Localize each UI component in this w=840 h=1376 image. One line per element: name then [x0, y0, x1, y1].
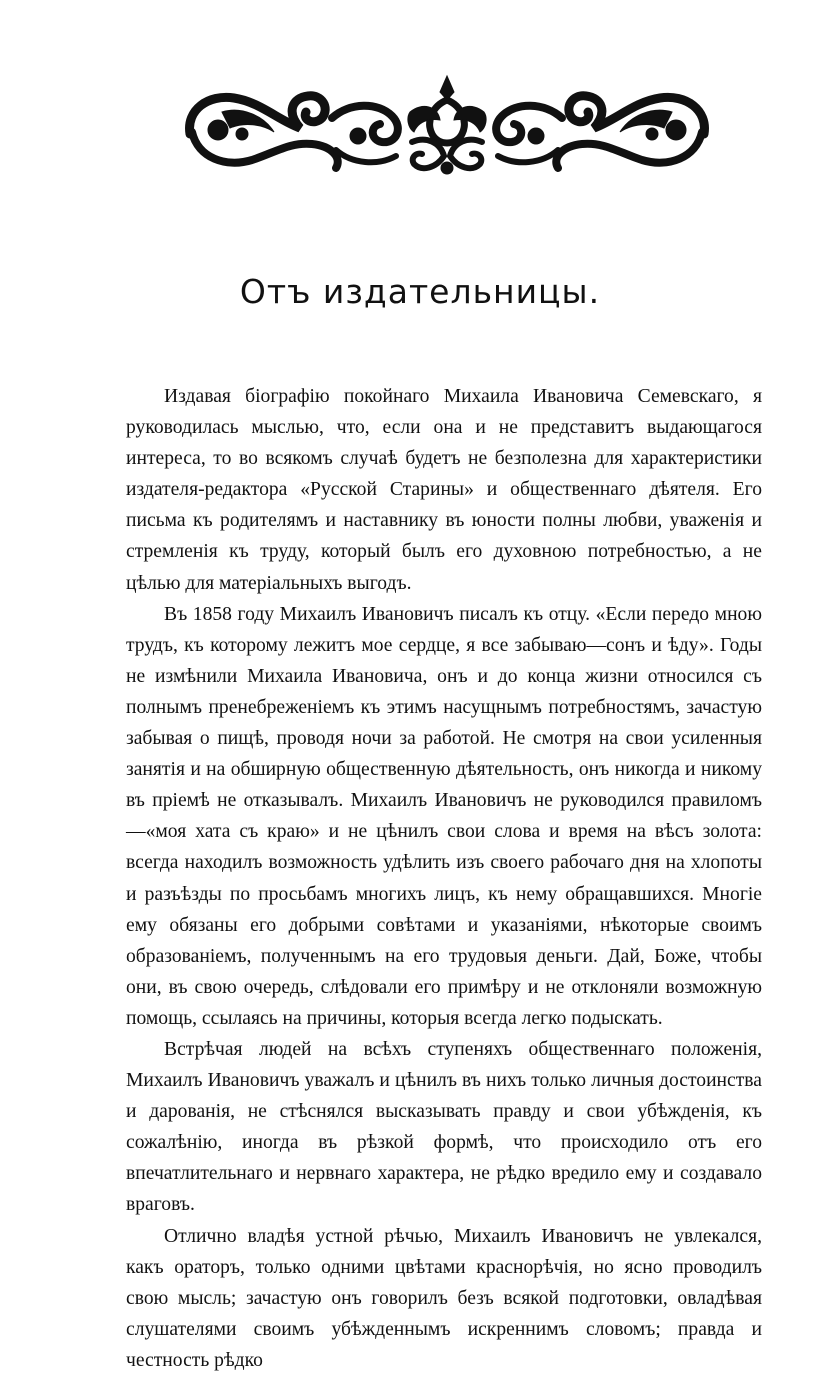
page-title: Отъ издательницы.: [239, 272, 601, 311]
paragraph: Издавая біографію покойнаго Михаила Ивановича Семевскаго, я руководилась мыслью, что, если она и не представитъ выдающагося интереса, то во всякомъ случаѣ будетъ не безполезна для характеристики издателя-редактора «Русской Старины» и общественнаго дѣятеля. Его письма къ родителямъ и наставнику въ юности полны любви, уваженія и стремленія къ труду, который былъ его духовною потребностью, а не цѣлью для матеріальныхъ выгодъ.: [126, 386, 762, 594]
body-text: [126, 381, 762, 1376]
paragraph: Отлично владѣя устной рѣчью, Михаилъ Ивановичъ не увлекался, какъ ораторъ, только одними цвѣтами краснорѣчія, но ясно проводилъ свою мысль; зачастую онъ говорилъ безъ всякой подготовки, овладѣвая слушателями своимъ убѣжденнымъ искреннимъ словомъ; правда и честность рѣдко: [126, 1225, 762, 1371]
paragraph: Въ 1858 году Михаилъ Ивановичъ писалъ къ отцу. «Если передо мною трудъ, къ которому лежитъ мое сердце, я все забываю—сонъ и ѣду». Годы не измѣнили Михаила Ивановича, онъ и до конца жизни относился съ полнымъ пренебреженіемъ къ этимъ насущнымъ потребностямъ, зачастую забывая о пищѣ, проводя ночи за работой. Не смотря на свои усиленныя занятія и на обширную общественную дѣятельность, онъ никогда и никому въ пріемѣ не отказывалъ. Михаилъ Ивановичъ не руководился правиломъ—«моя хата съ краю» и не цѣнилъ свои слова и время на вѣсъ золота: всегда находилъ возможность удѣлить изъ своего рабочаго дня на хлопоты и разъѣзды по просьбамъ многихъ лицъ, къ нему обращавшихся. Многіе ему обязаны его добрыми совѣтами и указаніями, нѣкоторые своимъ образованіемъ, полученнымъ на его трудовыя деньги. Дай, Боже, чтобы они, въ свою очередь, слѣдовали его примѣру и не отклоняли возможную помощь, ссылаясь на причины, которыя всегда легко подыскать.: [126, 603, 762, 1029]
paragraph: Встрѣчая людей на всѣхъ ступеняхъ общественнаго положенія, Михаилъ Ивановичъ уважалъ и цѣнилъ въ нихъ только личныя достоинства и дарованія, не стѣснялся высказывать правду и свои убѣжденія, къ сожалѣнію, иногда въ рѣзкой формѣ, что происходило отъ его впечатлительнаго и нервнаго характера, не рѣдко вредило ему и создавало враговъ.: [126, 1038, 762, 1216]
headpiece-ornament-icon: [182, 72, 712, 182]
